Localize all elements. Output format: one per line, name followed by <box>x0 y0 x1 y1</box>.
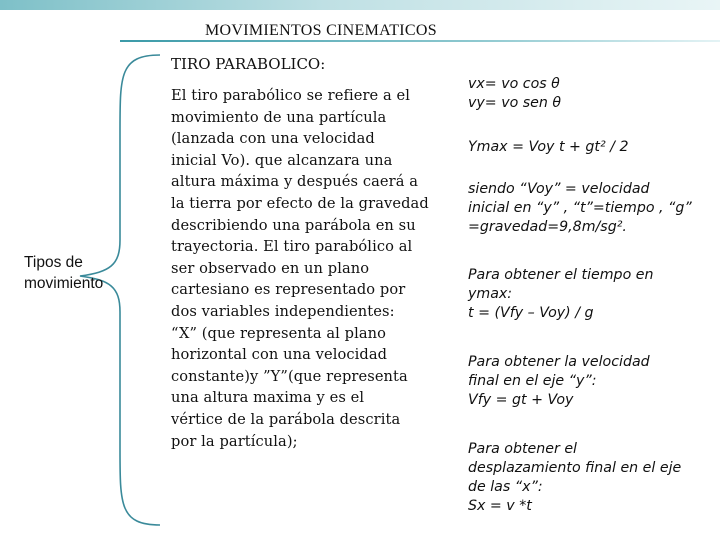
left-label-line: movimiento <box>24 275 104 292</box>
types-of-movement-label <box>24 252 134 294</box>
vy-formula: vy= vo sen θ <box>468 95 562 111</box>
velocity-components <box>468 75 561 113</box>
description-line: El tiro parabólico se refiere a el <box>171 87 411 104</box>
time-formula: t = (Vfy – Voy) / g <box>468 305 594 321</box>
description-line: describiendo una parábola en su <box>171 216 416 234</box>
description-line: horizontal con una velocidad <box>171 346 388 364</box>
ymax-formula <box>468 138 629 157</box>
time-block <box>468 266 653 323</box>
description-line: trayectoria. El tiro parabólico al <box>171 238 413 256</box>
description-line: una altura maxima y es el <box>171 389 365 407</box>
displacement-label-line: Para obtener el <box>468 441 577 457</box>
definition-line: siendo “Voy” = velocidad <box>468 181 650 197</box>
description-line: dos variables independientes: <box>171 302 395 320</box>
description-line: por la partícula); <box>171 432 298 450</box>
page-title: MOVIMIENTOS CINEMATICOS <box>205 22 437 39</box>
displacement-label-line: desplazamiento final en el eje <box>468 460 682 476</box>
final-velocity-block <box>468 353 650 410</box>
description-line: (lanzada con una velocidad <box>171 130 375 148</box>
description-line: movimiento de una partícula <box>171 108 387 126</box>
description-line: la tierra por efecto de la gravedad <box>171 194 429 212</box>
variable-definitions <box>468 180 692 237</box>
description-line: ser observado en un plano <box>171 259 370 277</box>
title-underline <box>120 40 720 42</box>
section-subtitle: TIRO PARABOLICO: <box>171 55 326 73</box>
time-label-line: Para obtener el tiempo en <box>468 267 654 283</box>
velocity-label-line: Para obtener la velocidad <box>468 354 650 370</box>
left-label-line: Tipos de <box>24 254 83 271</box>
velocity-formula: Vfy = gt + Voy <box>468 392 574 408</box>
description-line: vértice de la parábola descrita <box>171 410 401 428</box>
definition-line: =gravedad=9,8m/sg². <box>468 219 627 235</box>
time-label-line: ymax: <box>468 286 513 302</box>
top-decorative-bar <box>0 0 720 10</box>
description-line: altura máxima y después caerá a <box>171 173 419 191</box>
displacement-formula: Sx = v *t <box>468 498 532 514</box>
description-line: “X” (que representa al plano <box>171 324 387 342</box>
description-line: inicial Vo). que alcanzara una <box>171 151 393 169</box>
definition-line: inicial en “y” , “t”=tiempo , “g” <box>468 200 692 216</box>
displacement-label-line: de las “x”: <box>468 479 543 495</box>
description-line: constante)y ”Y”(que representa <box>171 367 408 385</box>
velocity-label-line: final en el eje “y”: <box>468 373 597 389</box>
description-paragraph <box>171 85 441 452</box>
ymax-formula-text: Ymax = Voy t + gt² / 2 <box>468 139 629 155</box>
description-line: cartesiano es representado por <box>171 281 406 299</box>
vx-formula: vx= vo cos θ <box>468 76 560 92</box>
displacement-block <box>468 440 681 516</box>
